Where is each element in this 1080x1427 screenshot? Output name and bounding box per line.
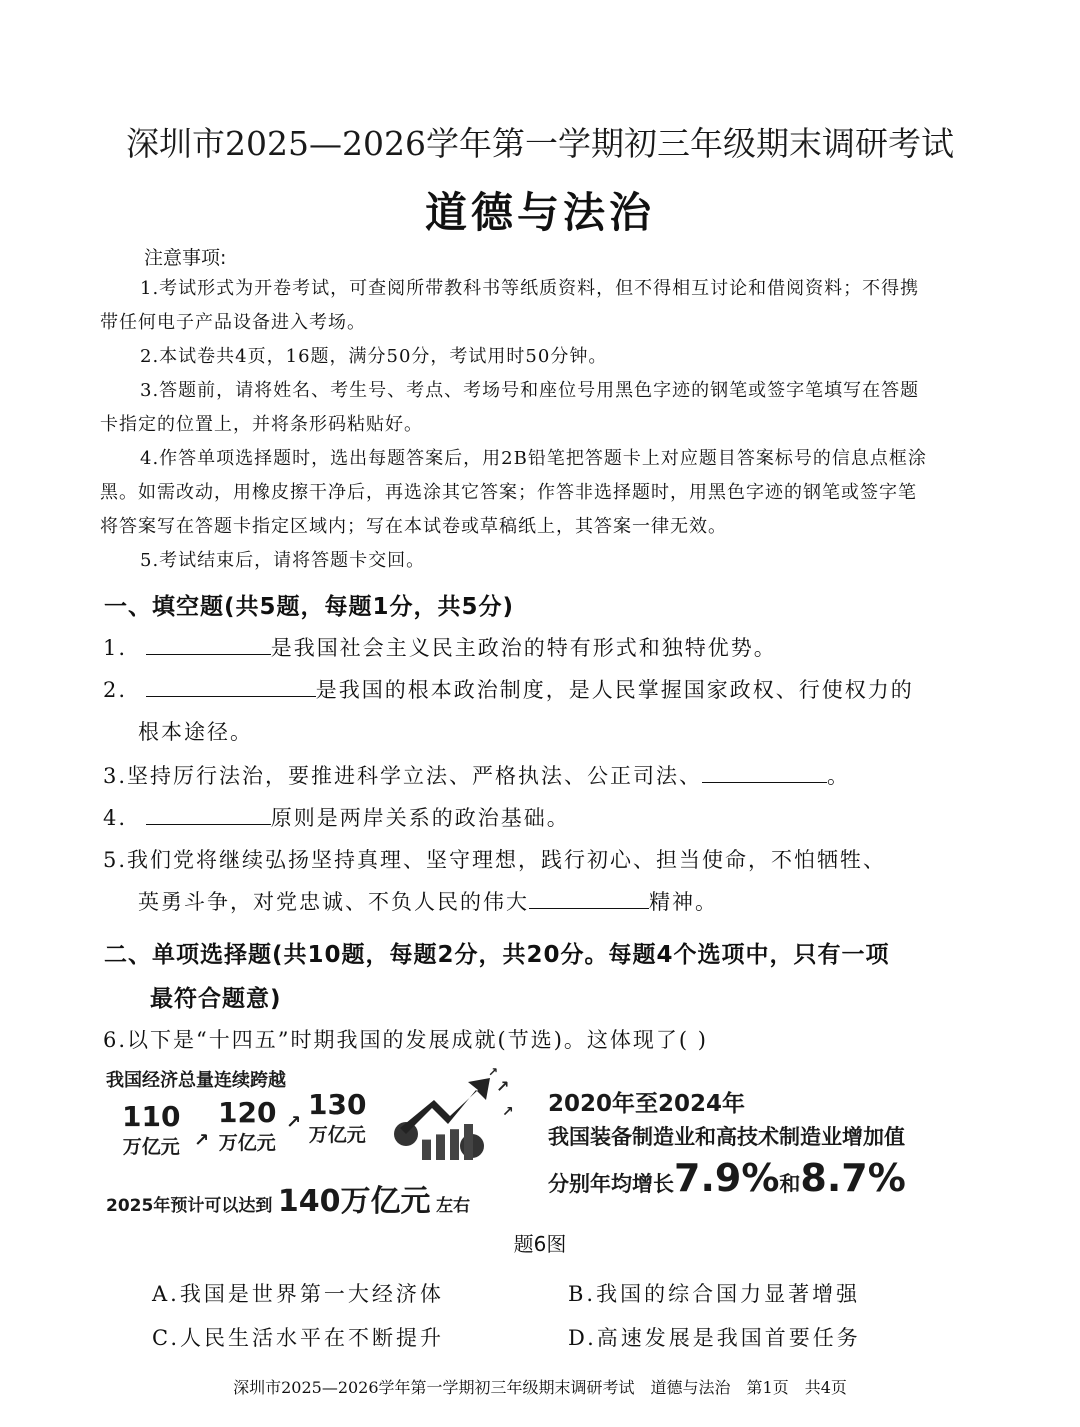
growth-rate-1: 7.9%	[674, 1156, 780, 1200]
value-110: 110	[122, 1100, 181, 1133]
unit-label: 万亿元	[308, 1124, 366, 1146]
forecast-line	[106, 1176, 470, 1220]
growth-bar	[422, 1140, 431, 1160]
svg-text:↗: ↗	[496, 1077, 510, 1096]
unit-label: 万亿元	[122, 1136, 180, 1158]
economy-panel-title: 我国经济总量连续跨越	[106, 1070, 286, 1091]
notice-heading: 注意事项:	[144, 247, 227, 269]
industry-label: 我国装备制造业和高技术制造业增加值	[548, 1125, 905, 1149]
forecast-value: 140万亿元	[277, 1184, 431, 1219]
value-130: 130	[308, 1088, 367, 1121]
question-6-figure	[100, 1058, 960, 1218]
notice-list	[100, 272, 930, 578]
q5-cont-a: 英勇斗争，对党忠诚、不负人民的伟大	[138, 890, 529, 914]
option-c[interactable]: C.人民生活水平在不断提升	[152, 1326, 444, 1350]
growth-prefix: 分别年均增长	[548, 1172, 674, 1196]
q2-text: 是我国的根本政治制度，是人民掌握国家政权、行使权力的	[315, 678, 914, 702]
stage-110	[122, 1102, 180, 1159]
q4-text: 原则是两岸关系的政治基础。	[270, 806, 570, 830]
growth-rate-2: 8.7%	[800, 1156, 906, 1200]
page-footer: 深圳市2025—2026学年第一学期初三年级期末调研考试 道德与法治 第1页 共4页	[233, 1378, 847, 1397]
option-a[interactable]: A.我国是世界第一大经济体	[152, 1282, 444, 1306]
q2-blank[interactable]	[146, 676, 316, 697]
option-b[interactable]: B.我国的综合国力显著增强	[568, 1282, 861, 1306]
stage-130	[308, 1090, 366, 1147]
growth-chart-icon	[392, 1068, 522, 1168]
q4-number: 4.	[103, 806, 128, 830]
stage-120	[218, 1098, 276, 1155]
section2-heading-cont: 最符合题意)	[150, 986, 282, 1012]
growth-and: 和	[779, 1172, 801, 1196]
question-5: 5.我们党将继续弘扬坚持真理、坚守理想，践行初心、担当使命，不怕牺牲、	[103, 848, 887, 872]
growth-rates	[548, 1154, 948, 1210]
growth-bar	[436, 1134, 445, 1160]
q3-text: 3.坚持厉行法治，要推进科学立法、严格执法、公正司法、	[103, 764, 703, 788]
forecast-prefix: 2025年预计可以达到	[106, 1196, 273, 1216]
value-120: 120	[218, 1096, 277, 1129]
q3-blank[interactable]	[702, 762, 827, 783]
manufacturing-growth-panel	[548, 1088, 948, 1210]
period-label: 2020年至2024年	[548, 1091, 746, 1117]
q1-text: 是我国社会主义民主政治的特有形式和独特优势。	[270, 636, 777, 660]
q5-blank[interactable]	[529, 888, 649, 909]
q2-number: 2.	[103, 678, 128, 702]
section1-heading: 一、填空题(共5题，每题1分，共5分)	[104, 594, 515, 620]
arrow-icon: ↗	[194, 1130, 210, 1151]
q5-cont-b: 精神。	[649, 890, 718, 914]
question-6: 6.以下是“十四五”时期我国的发展成就(节选)。这体现了( )	[103, 1028, 708, 1052]
notice-item: 1.考试形式为开卷考试，可查阅所带教科书等纸质资料，但不得相互讨论和借阅资料；不得携带任何电子产品设备进入考场。	[100, 278, 920, 333]
figure-caption: 题6图	[513, 1232, 567, 1256]
notice-item: 3.答题前，请将姓名、考生号、考点、考场号和座位号用黑色字迹的钢笔或签字笔填写在答题卡指定的位置上，并将条形码粘贴好。	[100, 380, 920, 435]
growth-bar	[450, 1129, 459, 1160]
svg-text:↗: ↗	[488, 1068, 499, 1079]
economy-growth-panel	[100, 1058, 520, 1218]
q5-continuation	[138, 886, 968, 916]
question-1	[103, 632, 933, 662]
question-2	[103, 674, 933, 704]
option-d[interactable]: D.高速发展是我国首要任务	[568, 1326, 861, 1350]
q1-number: 1.	[103, 636, 128, 660]
section2-heading: 二、单项选择题(共10题，每题2分，共20分。每题4个选项中，只有一项	[104, 942, 890, 968]
question-4	[103, 802, 933, 832]
arrow-icon: ↗	[286, 1112, 302, 1133]
forecast-suffix: 左右	[436, 1196, 471, 1216]
notice-item: 2.本试卷共4页，16题，满分50分，考试用时50分钟。	[140, 346, 608, 367]
q2-continuation: 根本途径。	[138, 720, 253, 744]
q3-end: 。	[827, 764, 851, 788]
unit-label: 万亿元	[218, 1132, 276, 1154]
subject-title: 道德与法治	[424, 188, 655, 237]
growth-bar	[464, 1124, 473, 1160]
question-3	[103, 760, 933, 790]
svg-text:↗: ↗	[502, 1104, 514, 1120]
exam-title: 深圳市2025—2026学年第一学期初三年级期末调研考试	[126, 124, 954, 163]
notice-item: 4.作答单项选择题时，选出每题答案后，用2B铅笔把答题卡上对应题目答案标号的信息点框涂黑。如需改动，用橡皮擦干净后，再选涂其它答案；作答非选择题时，用黑色字迹的钢笔或签字笔将答案写在答题卡指定区域内；写在本试卷或草稿纸上，其答案一律无效。	[100, 448, 927, 537]
notice-item: 5.考试结束后，请将答题卡交回。	[140, 550, 426, 571]
q4-blank[interactable]	[146, 804, 271, 825]
q1-blank[interactable]	[146, 634, 271, 655]
